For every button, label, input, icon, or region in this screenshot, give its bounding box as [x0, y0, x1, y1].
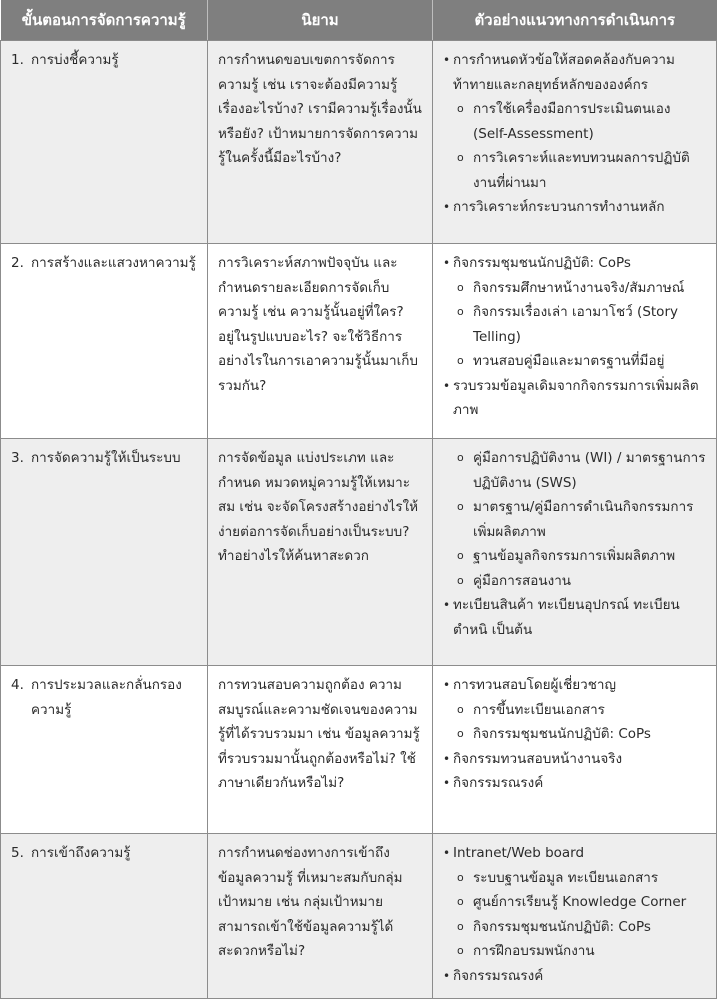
bullet-dot-icon: •: [443, 53, 451, 67]
step-label: [11, 48, 197, 73]
step-cell: [1, 439, 208, 666]
example-subitem: [443, 722, 706, 747]
bullet-dot-icon: •: [443, 751, 451, 766]
example-text: คู่มือการปฏิบัติงาน (WI) / มาตรฐานการปฏิบัติงาน (SWS): [473, 450, 706, 491]
bullet-dot-icon: •: [443, 256, 451, 270]
example-subitem: [443, 349, 706, 374]
bullet-circle-icon: o: [457, 102, 464, 115]
example-subitem: [443, 97, 706, 146]
step-label: [11, 673, 197, 722]
step-number: 1.: [11, 52, 24, 68]
example-item: [443, 964, 706, 989]
definition-cell: [208, 834, 433, 999]
example-text: กิจกรรมทวนสอบหน้างานจริง: [453, 750, 623, 767]
bullet-dot-icon: •: [443, 846, 451, 860]
example-subitem: [443, 300, 706, 349]
examples-cell: [433, 834, 717, 999]
examples-cell: [433, 666, 717, 834]
example-item: [443, 841, 706, 866]
example-subitem: [443, 866, 706, 891]
example-item: [443, 195, 706, 220]
table-row: [1, 666, 717, 834]
bullet-circle-icon: o: [457, 870, 464, 884]
definition-text: การกำหนดขอบเขตการจัดการความรู้ เช่น เราจะต้องมีความรู้เรื่องอะไรบ้าง? เรามีความรู้เรื่องนั้นหรือยัง? เป้าหมายการจัดการความรู้ในครั้งนี้มีอะไรบ้าง?: [218, 52, 422, 166]
example-item: [443, 771, 706, 796]
bullet-circle-icon: o: [457, 305, 464, 318]
example-text: Intranet/Web board: [453, 845, 585, 861]
example-subitem: [443, 146, 706, 195]
examples-cell: [433, 439, 717, 666]
step-label: [11, 251, 197, 276]
bullet-dot-icon: •: [443, 678, 451, 692]
example-text: กิจกรรมชุมชนนักปฏิบัติ: CoPs: [473, 918, 651, 935]
step-label: [11, 446, 197, 471]
table-row: [1, 41, 717, 244]
example-text: มาตรฐาน/คู่มือการดำเนินกิจกรรมการเพิ่มผลิตภาพ: [473, 499, 694, 540]
examples-cell: [433, 41, 717, 244]
example-text: กิจกรรมเรื่องเล่า เอามาโชว์ (Story Telling): [473, 304, 678, 345]
bullet-circle-icon: o: [457, 451, 464, 464]
definition-cell: [208, 439, 433, 666]
bullet-circle-icon: o: [457, 895, 464, 908]
bullet-circle-icon: o: [457, 702, 464, 716]
step-name: การบ่งชี้ความรู้: [31, 52, 119, 68]
definition-text: การกำหนดช่องทางการเข้าถึงข้อมูลความรู้ ที่เหมาะสมกับกลุ่มเป้าหมาย เช่น กลุ่มเป้าหมายสามารถเข้าใช้ข้อมูลความรู้ได้สะดวกหรือไม่?: [218, 845, 403, 959]
example-item: [443, 673, 706, 698]
step-cell: [1, 41, 208, 244]
example-subitem: [443, 495, 706, 544]
example-subitem: [443, 890, 706, 915]
example-text: การทวนสอบโดยผู้เชี่ยวชาญ: [453, 677, 616, 693]
examples-list: [443, 446, 706, 642]
bullet-circle-icon: o: [457, 354, 464, 367]
example-text: กิจกรรมรณรงค์: [453, 775, 544, 791]
example-item: [443, 593, 706, 642]
definition-cell: [208, 244, 433, 439]
header-row: [1, 0, 717, 41]
example-text: คู่มือการสอนงาน: [473, 572, 572, 589]
step-name: การจัดความรู้ให้เป็นระบบ: [31, 450, 181, 466]
example-subitem: [443, 939, 706, 964]
header-definition: นิยาม: [208, 0, 433, 41]
table-row: [1, 834, 717, 999]
example-text: ศูนย์การเรียนรู้ Knowledge Corner: [473, 894, 687, 910]
definition-cell: [208, 666, 433, 834]
example-text: กิจกรรมศึกษาหน้างานจริง/สัมภาษณ์: [473, 279, 685, 296]
example-text: การวิเคราะห์กระบวนการทำงานหลัก: [453, 199, 665, 215]
example-item: [443, 251, 706, 276]
example-text: ทะเบียนสินค้า ทะเบียนอุปกรณ์ ทะเบียนตำหนิ เป็นต้น: [453, 597, 680, 638]
example-subitem: [443, 446, 706, 495]
step-cell: [1, 244, 208, 439]
bullet-circle-icon: o: [457, 944, 464, 957]
bullet-circle-icon: o: [457, 919, 464, 933]
definition-text: การทวนสอบความถูกต้อง ความสมบูรณ์และความชัดเจนของความรู้ที่ได้รวบรวมมา เช่น ข้อมูลความรู้ที่รวบรวมมานั้นถูกต้องหรือไม่? ใช้ภาษาเดียวกันหรือไม่?: [218, 677, 420, 791]
step-number: 2.: [11, 255, 24, 271]
example-text: ทวนสอบคู่มือและมาตรฐานที่มีอยู่: [473, 353, 665, 369]
bullet-dot-icon: •: [443, 378, 451, 393]
examples-list: [443, 251, 706, 423]
step-name: การประมวลและกลั่นกรองความรู้: [31, 677, 182, 718]
example-subitem: [443, 569, 706, 594]
step-number: 4.: [11, 677, 24, 693]
example-text: การขึ้นทะเบียนเอกสาร: [473, 701, 605, 718]
example-subitem: [443, 276, 706, 301]
example-subitem: [443, 544, 706, 569]
example-item: [443, 48, 706, 97]
step-name: การสร้างและแสวงหาความรู้: [31, 255, 196, 271]
example-text: กิจกรรมชุมชนนักปฏิบัติ: CoPs: [473, 726, 651, 742]
example-text: การใช้เครื่องมือการประเมินตนเอง (Self-Assessment): [473, 101, 671, 142]
step-cell: [1, 834, 208, 999]
bullet-circle-icon: o: [457, 280, 464, 294]
bullet-dot-icon: •: [443, 776, 451, 790]
examples-list: [443, 841, 706, 988]
step-cell: [1, 666, 208, 834]
bullet-dot-icon: •: [443, 968, 451, 983]
example-subitem: [443, 698, 706, 723]
bullet-circle-icon: o: [457, 500, 464, 513]
example-text: การฝึกอบรมพนักงาน: [473, 943, 595, 959]
step-label: [11, 841, 197, 866]
table-row: [1, 244, 717, 439]
examples-list: [443, 673, 706, 796]
bullet-circle-icon: o: [457, 727, 464, 740]
example-text: กิจกรรมรณรงค์: [453, 967, 544, 984]
bullet-circle-icon: o: [457, 573, 464, 587]
table-row: [1, 439, 717, 666]
step-name: การเข้าถึงความรู้: [31, 845, 131, 861]
table-body: [1, 41, 717, 999]
header-examples: ตัวอย่างแนวทางการดำเนินการ: [433, 0, 717, 41]
example-text: รวบรวมข้อมูลเดิมจากกิจกรรมการเพิ่มผลิตภาพ: [453, 377, 699, 418]
example-text: การวิเคราะห์และทบทวนผลการปฏิบัติงานที่ผ่านมา: [473, 150, 690, 191]
examples-list: [443, 48, 706, 220]
example-text: กิจกรรมชุมชนนักปฏิบัติ: CoPs: [453, 255, 631, 271]
definition-text: การวิเคราะห์สภาพปัจจุบัน และกำหนดรายละเอียดการจัดเก็บความรู้ เช่น ความรู้นั้นอยู่ที่ใคร? อยู่ในรูปแบบอะไร? จะใช้วิธีการอย่างไรในการเอาความรู้นั้นมาเก็บรวมกัน?: [218, 255, 418, 394]
step-number: 5.: [11, 845, 24, 861]
header-step: ขั้นตอนการจัดการความรู้: [1, 0, 208, 41]
example-text: ฐานข้อมูลกิจกรรมการเพิ่มผลิตภาพ: [473, 548, 676, 564]
bullet-circle-icon: o: [457, 549, 464, 562]
examples-cell: [433, 244, 717, 439]
example-item: [443, 747, 706, 772]
definition-text: การจัดข้อมูล แบ่งประเภท และกำหนด หมวดหมู่ความรู้ให้เหมาะสม เช่น จะจัดโครงสร้างอย่างไรให้ง่ายต่อการจัดเก็บอย่างเป็นระบบ? ทำอย่างไรให้ค้นหาสะดวก: [218, 450, 419, 564]
bullet-dot-icon: •: [443, 598, 451, 612]
step-number: 3.: [11, 450, 24, 466]
bullet-dot-icon: •: [443, 200, 451, 214]
definition-cell: [208, 41, 433, 244]
example-text: การกำหนดหัวข้อให้สอดคล้องกับความท้าทายและกลยุทธ์หลักขององค์กร: [453, 52, 675, 93]
bullet-circle-icon: o: [457, 151, 464, 164]
example-subitem: [443, 915, 706, 940]
example-item: [443, 374, 706, 423]
example-text: ระบบฐานข้อมูล ทะเบียนเอกสาร: [473, 869, 659, 886]
